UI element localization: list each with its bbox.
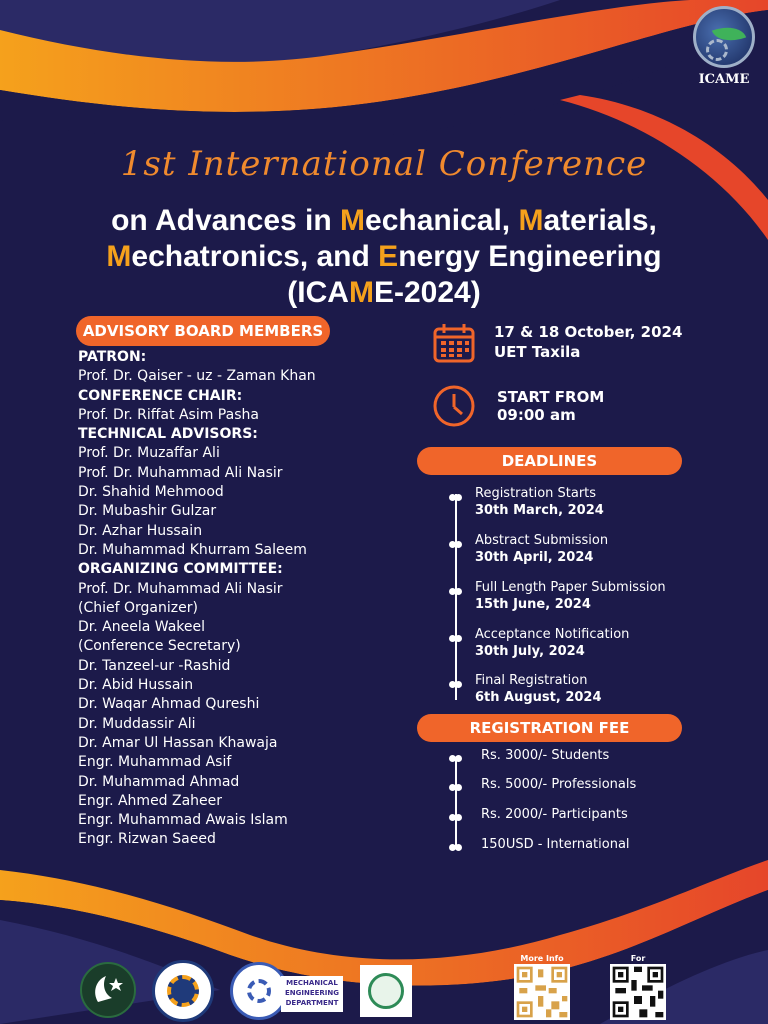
deadline-date: 6th August, 2024 — [475, 690, 602, 705]
advisory-member: Engr. Muhammad Asif — [78, 754, 232, 771]
deadlines-heading: DEADLINES — [417, 447, 682, 475]
advisory-member: Engr. Rizwan Saeed — [78, 831, 216, 848]
advisory-list — [78, 348, 398, 850]
uet-taxila-logo — [152, 960, 214, 1022]
timeline-dot — [449, 680, 463, 689]
deadline-label: Abstract Submission — [475, 533, 609, 548]
deadline-label: Registration Starts — [475, 486, 597, 501]
for-registration-label: For — [630, 954, 646, 963]
deadline-item — [475, 626, 629, 660]
fee-dot — [449, 783, 463, 792]
deadline-label: Full Length Paper Submission — [475, 580, 666, 595]
deadline-item — [475, 579, 666, 613]
fee-dot — [449, 843, 463, 852]
advisory-member: Dr. Azhar Hussain — [78, 522, 203, 539]
government-crest-logo — [80, 962, 136, 1018]
advisory-section-heading: CONFERENCE CHAIR: — [78, 387, 243, 404]
deadline-date: 30th March, 2024 — [475, 503, 604, 518]
advisory-member: Dr. Waqar Ahmad Qureshi — [78, 696, 260, 713]
fee-timeline-line — [455, 757, 457, 847]
fee-item: 150USD - International — [481, 837, 630, 852]
advisory-member: Dr. Muhammad Ahmad — [78, 773, 240, 790]
conference-script-title: 1st International Conference — [120, 144, 648, 184]
advisory-member: (Conference Secretary) — [78, 638, 241, 655]
gear-leaf-icon — [693, 6, 755, 68]
logo-name: ICAME — [698, 72, 750, 87]
advisory-member: Prof. Dr. Muhammad Ali Nasir — [78, 580, 283, 597]
title-line-2: Mechatronics, and Energy Engineering — [106, 240, 662, 273]
more-info-label: More Info — [520, 954, 564, 963]
deadline-item — [475, 485, 604, 519]
timeline-dot — [449, 587, 463, 596]
clock-icon — [432, 384, 476, 428]
start-time: 09:00 am — [497, 406, 576, 424]
timeline-dot — [449, 634, 463, 643]
advisory-section-heading: ORGANIZING COMMITTEE: — [78, 561, 283, 578]
advisory-member: Engr. Ahmed Zaheer — [78, 792, 223, 809]
advisory-member: Prof. Dr. Qaiser - uz - Zaman Khan — [78, 368, 316, 385]
advisory-member: Engr. Muhammad Awais Islam — [78, 812, 288, 829]
advisory-member: Dr. Amar Ul Hassan Khawaja — [78, 734, 278, 751]
timeline-dot — [449, 493, 463, 502]
registration-fee-heading: REGISTRATION FEE — [417, 714, 682, 742]
advisory-member: Dr. Tanzeel-ur -Rashid — [78, 657, 231, 674]
advisory-member: Prof. Dr. Muzaffar Ali — [78, 445, 220, 462]
advisory-section-heading: PATRON: — [78, 349, 147, 365]
deadline-label: Acceptance Notification — [475, 627, 630, 642]
fee-item: Rs. 3000/- Students — [481, 748, 610, 763]
advisory-section-heading: TECHNICAL ADVISORS: — [78, 426, 258, 443]
advisory-member: Dr. Mubashir Gulzar — [78, 503, 217, 520]
event-venue: UET Taxila — [494, 343, 581, 361]
title-line-1: on Advances in Mechanical, Materials, — [111, 204, 657, 237]
deadline-item — [475, 672, 602, 706]
advisory-member: Prof. Dr. Muhammad Ali Nasir — [78, 464, 283, 481]
advisory-member: Dr. Aneela Wakeel — [78, 619, 205, 636]
deadline-date: 30th April, 2024 — [475, 550, 594, 565]
timeline-dot — [449, 540, 463, 549]
event-date: 17 & 18 October, 2024 — [494, 323, 683, 341]
more-info-qr-code[interactable] — [514, 964, 570, 1020]
advisory-member: Dr. Muhammad Khurram Saleem — [78, 541, 307, 558]
start-label: START FROM — [497, 388, 605, 406]
deadline-item — [475, 532, 608, 566]
advisory-member: (Chief Organizer) — [78, 599, 198, 616]
calendar-icon — [432, 323, 476, 363]
fee-item: Rs. 5000/- Professionals — [481, 777, 637, 792]
fee-dot — [449, 813, 463, 822]
energy-engineering-logo — [360, 965, 412, 1017]
advisory-member: Prof. Dr. Riffat Asim Pasha — [78, 406, 259, 423]
deadline-date: 15th June, 2024 — [475, 597, 591, 612]
advisory-board-heading: ADVISORY BOARD MEMBERS — [76, 316, 330, 346]
fee-item: Rs. 2000/- Participants — [481, 807, 628, 822]
deadline-timeline-line — [455, 494, 457, 700]
mechanical-department-label: MECHANICAL ENGINEERING DEPARTMENT — [281, 976, 343, 1012]
advisory-member: Dr. Abid Hussain — [78, 677, 194, 694]
advisory-member: Dr. Shahid Mehmood — [78, 484, 224, 501]
icame-logo — [686, 6, 762, 87]
fee-dot — [449, 754, 463, 763]
deadline-label: Final Registration — [475, 673, 588, 688]
title-line-3: (ICAME-2024) — [287, 276, 481, 309]
advisory-member: Dr. Muddassir Ali — [78, 715, 196, 732]
deadline-date: 30th July, 2024 — [475, 644, 585, 659]
mechanical-department-logo — [230, 962, 288, 1020]
registration-qr-code[interactable] — [610, 964, 666, 1020]
